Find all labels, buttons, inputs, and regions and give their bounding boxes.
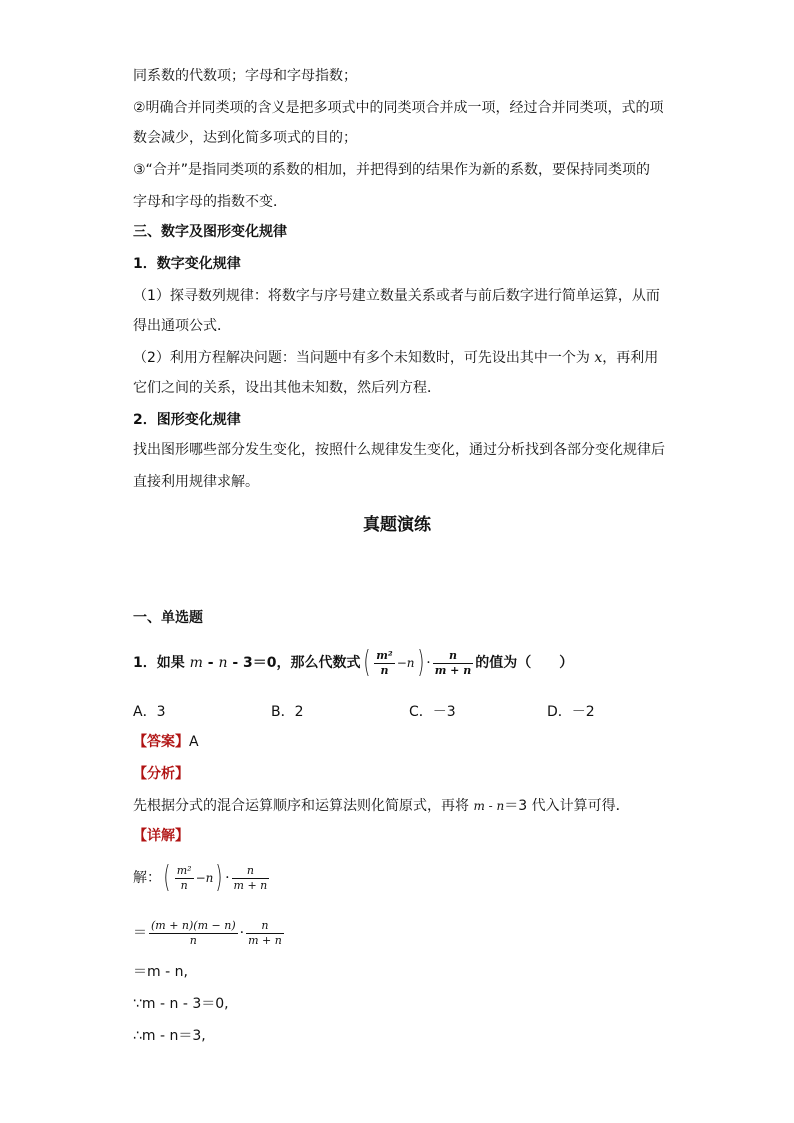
variable: x (594, 350, 603, 366)
question-1 (133, 645, 573, 681)
choices (133, 701, 653, 721)
numerator: m² (376, 648, 393, 662)
right-paren: ) (215, 860, 223, 895)
numerator: n (232, 864, 270, 879)
analysis-tag: 【分析】 (133, 766, 189, 782)
fraction (433, 649, 474, 678)
subsection-heading: 1．数字变化规律 (133, 256, 241, 272)
text-line: 数会减少，达到化简多项式的目的； (133, 130, 357, 146)
numerator: n (246, 919, 284, 934)
text-line: 直接利用规律求解。 (133, 474, 259, 490)
right-paren: ) (416, 645, 424, 680)
solution-step-3: ＝m - n, (133, 964, 188, 980)
text-line: 得出通项公式． (133, 318, 231, 334)
equals-sign: ＝ (133, 925, 147, 941)
numerator: m² (176, 863, 192, 877)
text-span: 先根据分式的混合运算顺序和运算法则化简原式，再将 (133, 798, 474, 814)
denominator: m + n (434, 663, 472, 677)
text-line: ③“合并”是指同类项的系数的相加，并把得到的结果作为新的系数，要保持同类项的 (133, 162, 651, 178)
text-line: 同系数的代数项；字母和字母指数； (133, 68, 357, 84)
fraction (149, 919, 238, 948)
denominator: n (380, 663, 389, 677)
math-term: −n (396, 656, 415, 670)
fraction (175, 864, 194, 893)
text-line: ②明确合并同类项的含义是把多项式中的同类项合并成一项，经过合并同类项，式的项 (133, 100, 664, 116)
dot-operator: · (225, 870, 230, 886)
numerator: n (433, 649, 474, 664)
fraction (374, 649, 394, 678)
page-title: 真题演练 (363, 515, 431, 535)
choice-b[interactable]: B．2 (271, 704, 304, 720)
text-line: （1）探寻数列规律：将数字与序号建立数量关系或者与前后数字进行简单运算，从而 (133, 288, 660, 304)
math-term: −n (195, 871, 214, 885)
section-heading: 三、数字及图形变化规律 (133, 224, 287, 240)
text-span: （2）利用方程解决问题：当问题中有多个未知数时，可先设出其中一个为 (133, 350, 595, 366)
detail-tag: 【详解】 (133, 828, 189, 844)
text-span: - (202, 655, 219, 671)
choice-d[interactable]: D．－2 (547, 704, 595, 720)
denominator: n (189, 933, 197, 947)
solution-step-2 (133, 915, 286, 951)
solution-step-5: ∴m - n＝3, (133, 1028, 206, 1044)
solution-label: 解： (133, 870, 161, 886)
solution-step-4: ∵m - n - 3＝0, (133, 996, 229, 1012)
text-span: ，再利用 (602, 350, 659, 366)
choice-a[interactable]: A．3 (133, 704, 166, 720)
analysis-text (133, 796, 630, 816)
variable: m (189, 655, 203, 671)
variable: n (218, 655, 228, 671)
text-line: 字母和字母的指数不变． (133, 194, 287, 210)
dot-operator: · (426, 655, 431, 671)
subsection-heading: 2．图形变化规律 (133, 412, 241, 428)
fraction (232, 864, 270, 893)
text-line: 找出图形哪些部分发生变化，按照什么规律发生变化，通过分析找到各部分变化规律后 (133, 442, 665, 458)
text-span: ＝3 代入计算可得． (504, 798, 630, 814)
left-paren: ( (163, 860, 171, 895)
question-prefix: 1．如果 (133, 655, 190, 671)
math-term: m - n (473, 799, 505, 813)
answer-line (133, 732, 199, 752)
answer-value: A (189, 734, 199, 750)
text-span: - 3＝0，那么代数式 (227, 655, 361, 671)
fraction (246, 919, 284, 948)
dot-operator: · (239, 925, 245, 941)
question-suffix: 的值为（ ） (475, 655, 574, 671)
left-paren: ( (362, 645, 370, 680)
numerator: (m + n)(m − n) (151, 918, 236, 932)
denominator: n (180, 878, 188, 892)
answer-tag: 【答案】 (133, 734, 189, 750)
denominator: m + n (248, 933, 282, 947)
choice-c[interactable]: C．－3 (409, 704, 456, 720)
text-line: 它们之间的关系，设出其他未知数，然后列方程． (133, 380, 441, 396)
exam-heading: 一、单选题 (133, 610, 203, 626)
solution-step-1 (133, 860, 271, 896)
denominator: m + n (233, 878, 268, 892)
text-line (133, 348, 658, 368)
